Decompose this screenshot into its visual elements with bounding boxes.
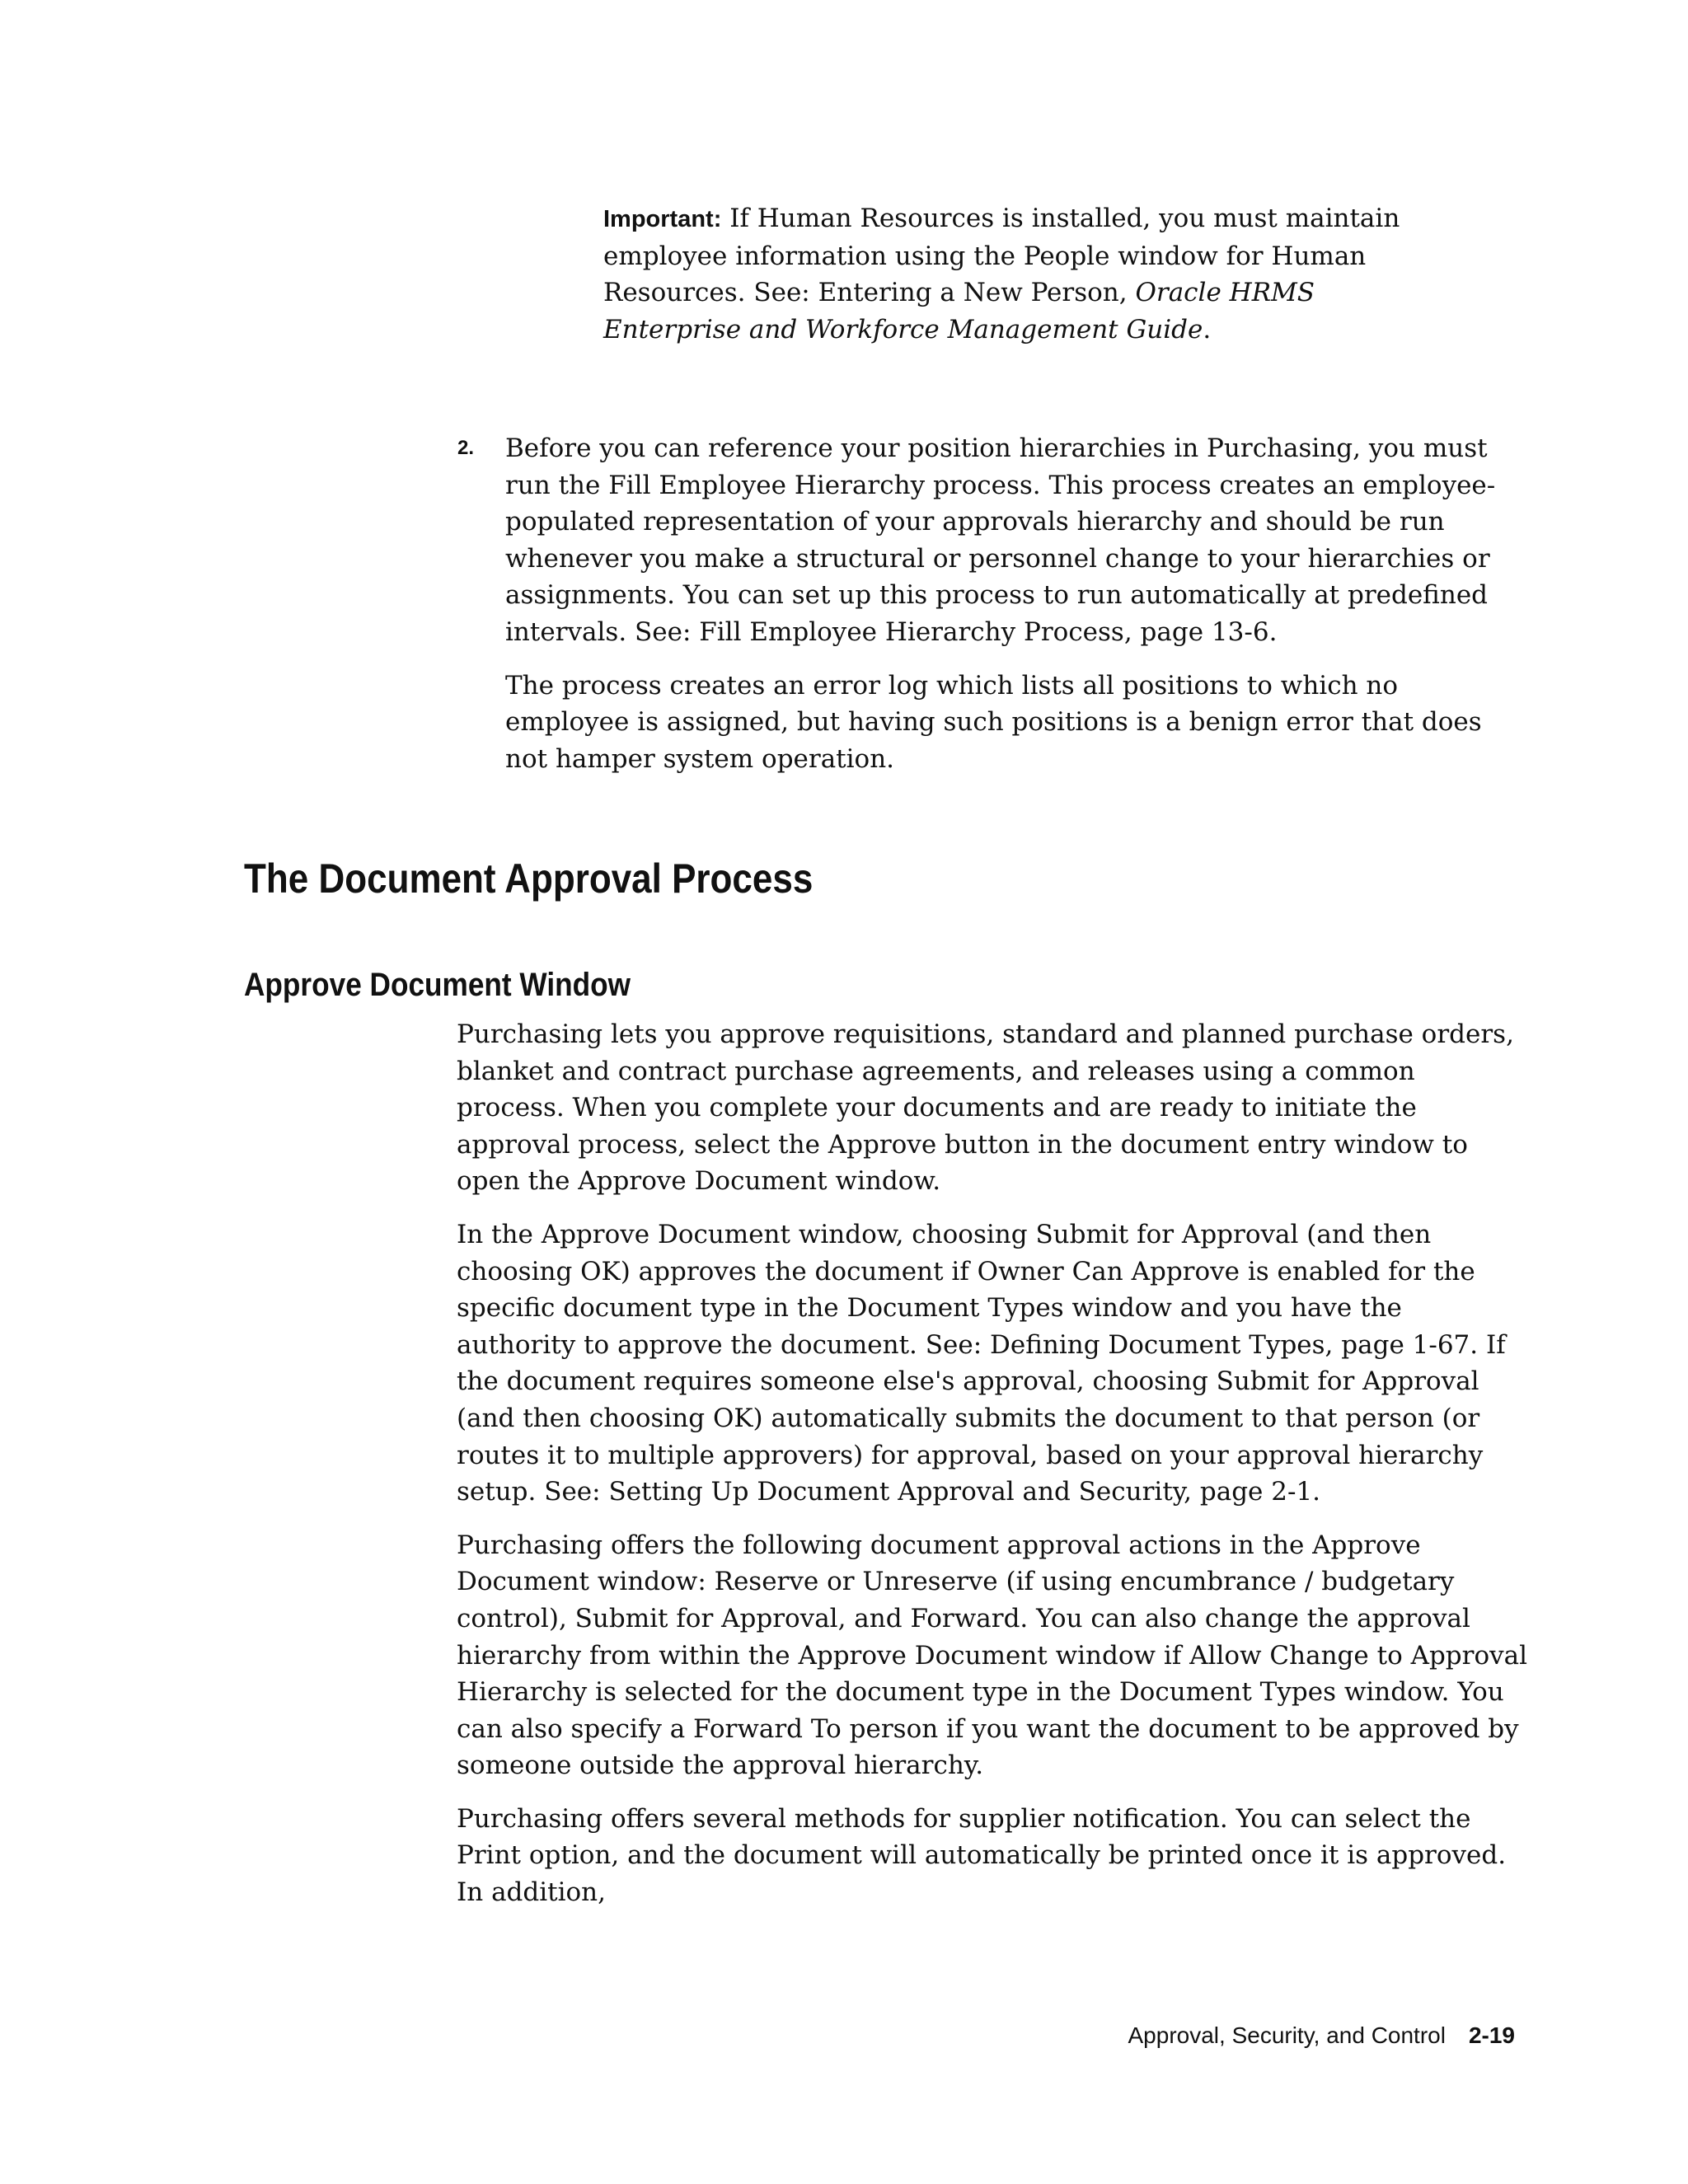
step-body: [505, 430, 1529, 777]
subsection-heading: Approve Document Window: [244, 967, 631, 1003]
important-text-end: .: [1203, 314, 1212, 344]
step-number: 2.: [457, 437, 475, 459]
important-text: If Human Resources is installed, you must maintain employee information using the People window for Human Resources. See: Entering a New Person,: [603, 204, 1400, 308]
guide-title: Oracle HRMS Enterprise and Workforce Management Guide: [603, 278, 1315, 344]
step-paragraph: Before you can reference your position hierarchies in Purchasing, you must run the Fill Employee Hierarchy process. This process creates an employee-populated representation of your approvals hierarchy and should be run whenever you make a structural or personnel change to your hierarchies or assignments. You can set up this process to run automatically at predefined intervals. See: Fill Employee Hierarchy Process, page 13-6.: [505, 434, 1496, 647]
step-paragraph: The process creates an error log which lists all positions to which no employee is assigned, but having such positions is a benign error that does not hamper system operation.: [505, 670, 1482, 774]
step-2: [457, 430, 1529, 794]
body-paragraph: In the Approve Document window, choosing Submit for Approval (and then choosing OK) approves the document if Owner Can Approve is enabled for the specific document type in the Document Types window and you have the authority to approve the document. See: Defining Document Types, page 1-67. If the document requires someone else's approval, choosing Submit for Approval (and then choosing OK) automatically submits the document to that person (or routes it to multiple approvers) for approval, based on your approval hierarchy setup. See: Setting Up Document Approval and Security, page 2-1.: [457, 1219, 1506, 1507]
body-paragraph: Purchasing offers several methods for supplier notification. You can select the Print option, and the document will automatically be printed once it is approved. In addition,: [457, 1803, 1507, 1908]
section-body: [457, 1016, 1528, 1928]
page-footer: [1128, 2021, 1516, 2050]
footer-page-number: 2-19: [1468, 2022, 1515, 2048]
body-paragraph: Purchasing lets you approve requisitions, standard and planned purchase orders, blanket and contract purchase agreements, and releases using a common process. When you complete your documents and are ready to initiate the approval process, select the Approve button in the document entry window to open the Approve Document window.: [457, 1019, 1514, 1197]
footer-chapter-title: Approval, Security, and Control: [1128, 2022, 1446, 2048]
important-label: Important:: [603, 206, 722, 232]
section-heading: The Document Approval Process: [244, 855, 814, 902]
important-note: [603, 200, 1428, 348]
body-paragraph: Purchasing offers the following document approval actions in the Approve Document window: Reserve or Unreserve (if using encumbrance / budgetary control), Submit for Approval, and Forward. You can also change the approval hierarchy from within the Approve Document window if Allow Change to Approval Hierarchy is selected for the document type in the Document Types window. You can also specify a Forward To person if you want the document to be approved by someone outside the approval hierarchy.: [457, 1530, 1528, 1781]
